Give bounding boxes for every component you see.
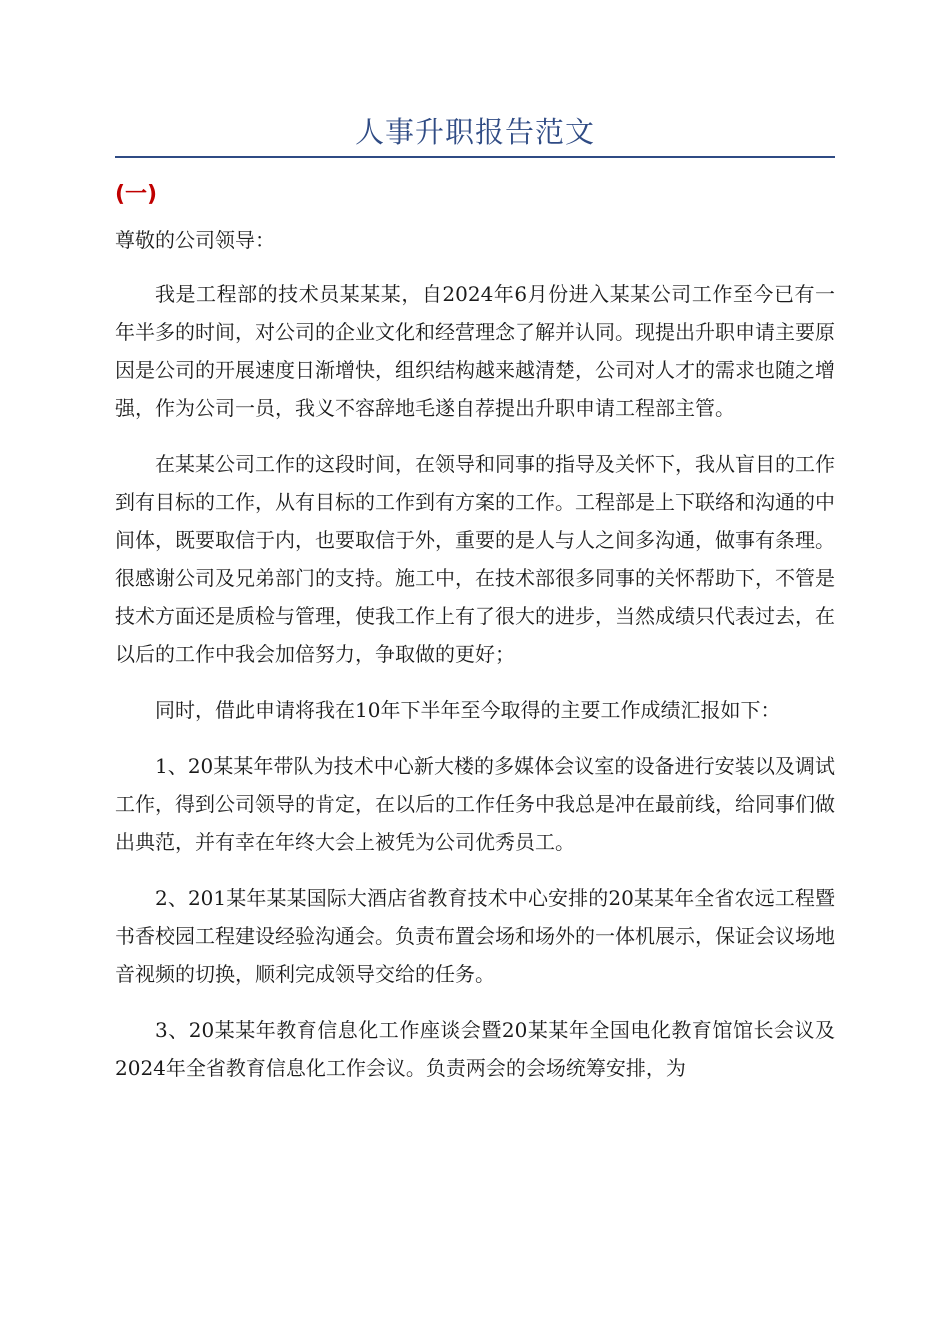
paragraph-report-intro: 同时，借此申请将我在10年下半年至今取得的主要工作成绩汇报如下： (155, 698, 781, 722)
paragraph-intro: 我是工程部的技术员某某某，自2024年6月份进入某某公司工作至今已有一年半多的时间，对公司的企业文化和经营理念了解并认同。现提出升职申请主要原因是公司的开展速度日渐增快，组织结构越来越清楚，公司对人才的需求也随之增强，作为公司一员，我义不容辞地毛遂自荐提出升职申请工程部主管。 (115, 282, 835, 420)
document-title: 人事升职报告范文 (354, 115, 595, 149)
paragraph-item-1: 1、20某某年带队为技术中心新大楼的多媒体会议室的设备进行安装以及调试工作，得到公司领导的肯定，在以后的工作任务中我总是冲在最前线，给同事们做出典范，并有幸在年终大会上被凭为公司优秀员工。 (115, 754, 835, 854)
section-label: (一) (115, 182, 158, 207)
paragraph-experience: 在某某公司工作的这段时间，在领导和同事的指导及关怀下，我从盲目的工作到有目标的工作，从有目标的工作到有方案的工作。工程部是上下联络和沟通的中间体，既要取信于内，也要取信于外，重要的是人与人之间多沟通，做事有条理。很感谢公司及兄弟部门的支持。施工中，在技术部很多同事的关怀帮助下，不管是技术方面还是质检与管理，使我工作上有了很大的进步，当然成绩只代表过去，在以后的工作中我会加倍努力，争取做的更好； (115, 452, 835, 666)
salutation: 尊敬的公司领导： (115, 228, 275, 252)
paragraph-item-2: 2、201某年某某国际大酒店省教育技术中心安排的20某某年全省农远工程暨书香校园工程建设经验沟通会。负责布置会场和场外的一体机展示，保证会议场地音视频的切换，顺利完成领导交给的任务。 (115, 886, 835, 986)
title-underline (115, 156, 835, 158)
paragraph-item-3: 3、20某某年教育信息化工作座谈会暨20某某年全国电化教育馆馆长会议及2024年全省教育信息化工作会议。负责两会的会场统筹安排，为 (115, 1018, 835, 1080)
document-page (115, 0, 835, 1087)
